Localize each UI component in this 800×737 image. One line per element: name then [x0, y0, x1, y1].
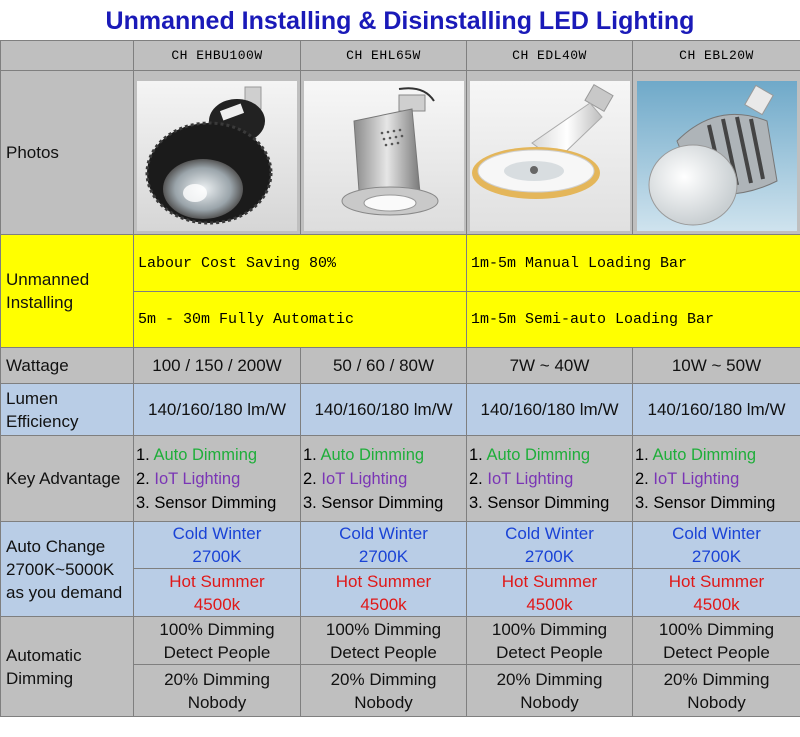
dimming-detect-cell: 100% Dimming Detect People	[467, 617, 633, 665]
unmanned-item: 5m - 30m Fully Automatic	[134, 292, 467, 348]
high-bay-lamp-icon	[137, 81, 297, 231]
auto-dimming-text: Auto Dimming	[320, 445, 425, 464]
dimming-nobody-cell: 20% Dimming Nobody	[301, 665, 467, 717]
unmanned-item: 1m-5m Semi-auto Loading Bar	[467, 292, 800, 348]
photos-row	[1, 71, 800, 235]
sensor-dimming-text: Sensor Dimming	[321, 493, 444, 512]
auto-dimming-text: Auto Dimming	[652, 445, 757, 464]
corner-cell	[1, 41, 134, 71]
lumen-value: 140/160/180 lm/W	[467, 384, 633, 436]
key-advantage-cell: 1. Auto Dimming 2. IoT Lighting 3. Sensor Dimming	[301, 436, 467, 522]
cold-winter-cell: Cold Winter 2700K	[467, 522, 633, 569]
model-header: CH EDL40W	[467, 41, 633, 71]
dimming-row-1	[1, 617, 800, 665]
wattage-row	[1, 348, 800, 384]
wattage-value: 50 / 60 / 80W	[301, 348, 467, 384]
dimming-nobody-cell: 20% Dimming Nobody	[633, 665, 800, 717]
photo-cell	[467, 71, 633, 235]
row-label-photos: Photos	[1, 71, 134, 235]
hot-summer-cell: Hot Summer 4500k	[633, 569, 800, 617]
sensor-dimming-text: Sensor Dimming	[154, 493, 277, 512]
lumen-value: 140/160/180 lm/W	[633, 384, 800, 436]
key-advantage-cell: 1. Auto Dimming 2. IoT Lighting 3. Sensor Dimming	[633, 436, 800, 522]
lumen-value: 140/160/180 lm/W	[134, 384, 301, 436]
photo-cell	[633, 71, 800, 235]
hot-summer-cell: Hot Summer 4500k	[301, 569, 467, 617]
cold-winter-cell: Cold Winter 2700K	[134, 522, 301, 569]
model-header: CH EBL20W	[633, 41, 800, 71]
sensor-dimming-text: Sensor Dimming	[487, 493, 610, 512]
cold-winter-cell: Cold Winter 2700K	[301, 522, 467, 569]
bulb-lamp-icon	[637, 81, 797, 231]
wattage-value: 10W ~ 50W	[633, 348, 800, 384]
cold-winter-cell: Cold Winter 2700K	[633, 522, 800, 569]
unmanned-row-1	[1, 235, 800, 292]
comparison-table	[0, 40, 800, 717]
hot-summer-cell: Hot Summer 4500k	[467, 569, 633, 617]
auto-dimming-text: Auto Dimming	[486, 445, 591, 464]
canister-lamp-icon	[304, 81, 464, 231]
lumen-value: 140/160/180 lm/W	[301, 384, 467, 436]
dimming-detect-cell: 100% Dimming Detect People	[633, 617, 800, 665]
iot-lighting-text: IoT Lighting	[321, 469, 408, 488]
key-advantage-cell: 1. Auto Dimming 2. IoT Lighting 3. Sensor Dimming	[134, 436, 301, 522]
row-label-key-advantage: Key Advantage	[1, 436, 134, 522]
key-advantage-row	[1, 436, 800, 522]
dimming-detect-cell: 100% Dimming Detect People	[134, 617, 301, 665]
iot-lighting-text: IoT Lighting	[487, 469, 574, 488]
header-row	[1, 41, 800, 71]
photo-cell	[301, 71, 467, 235]
auto-change-row-1	[1, 522, 800, 569]
disc-lamp-icon	[470, 81, 630, 231]
key-advantage-cell: 1. Auto Dimming 2. IoT Lighting 3. Sensor Dimming	[467, 436, 633, 522]
dimming-nobody-cell: 20% Dimming Nobody	[134, 665, 301, 717]
wattage-value: 100 / 150 / 200W	[134, 348, 301, 384]
dimming-detect-cell: 100% Dimming Detect People	[301, 617, 467, 665]
sensor-dimming-text: Sensor Dimming	[653, 493, 776, 512]
page-title: Unmanned Installing & Disinstalling LED Lighting	[105, 7, 695, 35]
iot-lighting-text: IoT Lighting	[653, 469, 740, 488]
photo-cell	[134, 71, 301, 235]
lumen-row	[1, 384, 800, 436]
row-label-dimming: Automatic Dimming	[1, 617, 134, 717]
dimming-nobody-cell: 20% Dimming Nobody	[467, 665, 633, 717]
hot-summer-cell: Hot Summer 4500k	[134, 569, 301, 617]
row-label-unmanned: Unmanned Installing	[1, 235, 134, 348]
iot-lighting-text: IoT Lighting	[154, 469, 241, 488]
wattage-value: 7W ~ 40W	[467, 348, 633, 384]
row-label-auto-change: Auto Change 2700K~5000K as you demand	[1, 522, 134, 617]
model-header: CH EHBU100W	[134, 41, 301, 71]
unmanned-item: 1m-5m Manual Loading Bar	[467, 235, 800, 292]
row-label-wattage: Wattage	[1, 348, 134, 384]
auto-dimming-text: Auto Dimming	[153, 445, 258, 464]
model-header: CH EHL65W	[301, 41, 467, 71]
row-label-lumen: Lumen Efficiency	[1, 384, 134, 436]
unmanned-item: Labour Cost Saving 80%	[134, 235, 467, 292]
